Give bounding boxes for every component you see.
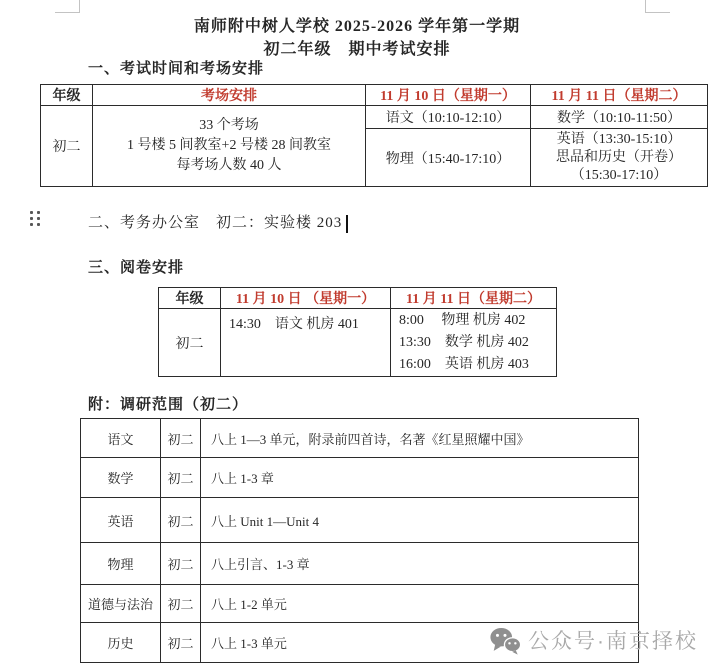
section-exam-heading: 一、考试时间和考场安排 — [88, 61, 265, 77]
scope-cell: 八上引言、1-3 章 — [201, 543, 639, 585]
grade-cell: 初二 — [161, 419, 201, 458]
scope-cell: 八上 1-2 单元 — [201, 585, 639, 623]
header-grade: 年级 — [159, 288, 221, 309]
header-tuesday: 11 月 11 日（星期二） — [531, 85, 708, 106]
document-title-line1: 南师附中树人学校 2025-2026 学年第一学期 — [193, 18, 521, 35]
page-margin-mark-top-left — [55, 0, 80, 13]
watermark — [489, 625, 698, 655]
subject-cell: 英语 — [81, 498, 161, 543]
grade-cell: 初二 — [161, 458, 201, 498]
rooms-cell — [93, 106, 366, 187]
tuesday-grading-line: 13:30 数学 机房 402 — [399, 334, 529, 350]
monday-slot1-cell: 语文（10:10-12:10） — [366, 106, 531, 129]
section-office-text: 二、考务办公室 初二：实验楼 203 — [88, 215, 343, 231]
grade-cell: 初二 — [161, 585, 201, 623]
scope-cell: 八上 Unit 1—Unit 4 — [201, 498, 639, 543]
table-row — [81, 498, 639, 543]
subject-cell: 物理 — [81, 543, 161, 585]
table-row — [81, 543, 639, 585]
table-row — [81, 419, 639, 458]
wechat-icon — [489, 626, 521, 655]
rooms-line: 1 号楼 5 间教室+2 号楼 28 间教室 — [127, 138, 331, 153]
tuesday-slot1-cell: 数学（10:10-11:50） — [531, 106, 708, 129]
subject-cell: 历史 — [81, 623, 161, 663]
subject-cell: 语文 — [81, 419, 161, 458]
rooms-line: 33 个考场 — [199, 118, 259, 133]
text-cursor — [346, 215, 348, 233]
header-tuesday: 11 月 11 日（星期二） — [391, 288, 557, 309]
table-row — [81, 585, 639, 623]
scope-cell: 八上 1-3 章 — [201, 458, 639, 498]
grade-cell: 初二 — [161, 543, 201, 585]
tuesday-grading-line: 8:00 物理 机房 402 — [399, 312, 526, 328]
table-row — [41, 106, 708, 129]
monday-grading-cell: 14:30 语文 机房 401 — [221, 309, 391, 377]
section-office-line — [88, 211, 348, 233]
rooms-line: 每考场人数 40 人 — [176, 158, 282, 173]
monday-slot2-cell: 物理（15:40-17:10） — [366, 129, 531, 187]
page-margin-mark-top-right — [645, 0, 670, 13]
tuesday-slot2-line: （15:30-17:10） — [570, 167, 668, 183]
grade-cell: 初二 — [161, 498, 201, 543]
section-scope-heading: 附：调研范围（初二） — [88, 397, 249, 413]
scope-cell: 八上 1—3 单元，附录前四首诗，名著《红星照耀中国》 — [201, 419, 639, 458]
exam-schedule-table — [40, 84, 708, 187]
tuesday-slot2-line: 思品和历史（开卷） — [556, 149, 682, 165]
document-title-line2: 初二年级 期中考试安排 — [263, 41, 451, 58]
section-grading-heading: 三、阅卷安排 — [88, 260, 185, 276]
grade-cell: 初二 — [41, 106, 93, 187]
tuesday-slot2-cell — [531, 129, 708, 187]
table-header-row — [159, 288, 557, 309]
tuesday-grading-line: 16:00 英语 机房 403 — [399, 356, 529, 372]
subject-cell: 道德与法治 — [81, 585, 161, 623]
grade-cell: 初二 — [159, 309, 221, 377]
tuesday-slot2-line: 英语（13:30-15:10） — [556, 131, 682, 147]
tuesday-grading-cell — [391, 309, 557, 377]
header-monday: 11 月 10 日（星期一） — [366, 85, 531, 106]
grading-schedule-table — [158, 287, 557, 377]
table-row — [81, 458, 639, 498]
scope-cell: 八上 1-3 单元 — [201, 623, 639, 663]
header-monday: 11 月 10 日 （星期一） — [221, 288, 391, 309]
subject-cell: 数学 — [81, 458, 161, 498]
table-header-row — [41, 85, 708, 106]
paragraph-drag-handle-icon[interactable] — [30, 211, 40, 226]
watermark-text: 公众号·南京择校 — [528, 630, 698, 653]
header-grade: 年级 — [41, 85, 93, 106]
header-rooms: 考场安排 — [93, 85, 366, 106]
grade-cell: 初二 — [161, 623, 201, 663]
table-row — [159, 309, 557, 377]
